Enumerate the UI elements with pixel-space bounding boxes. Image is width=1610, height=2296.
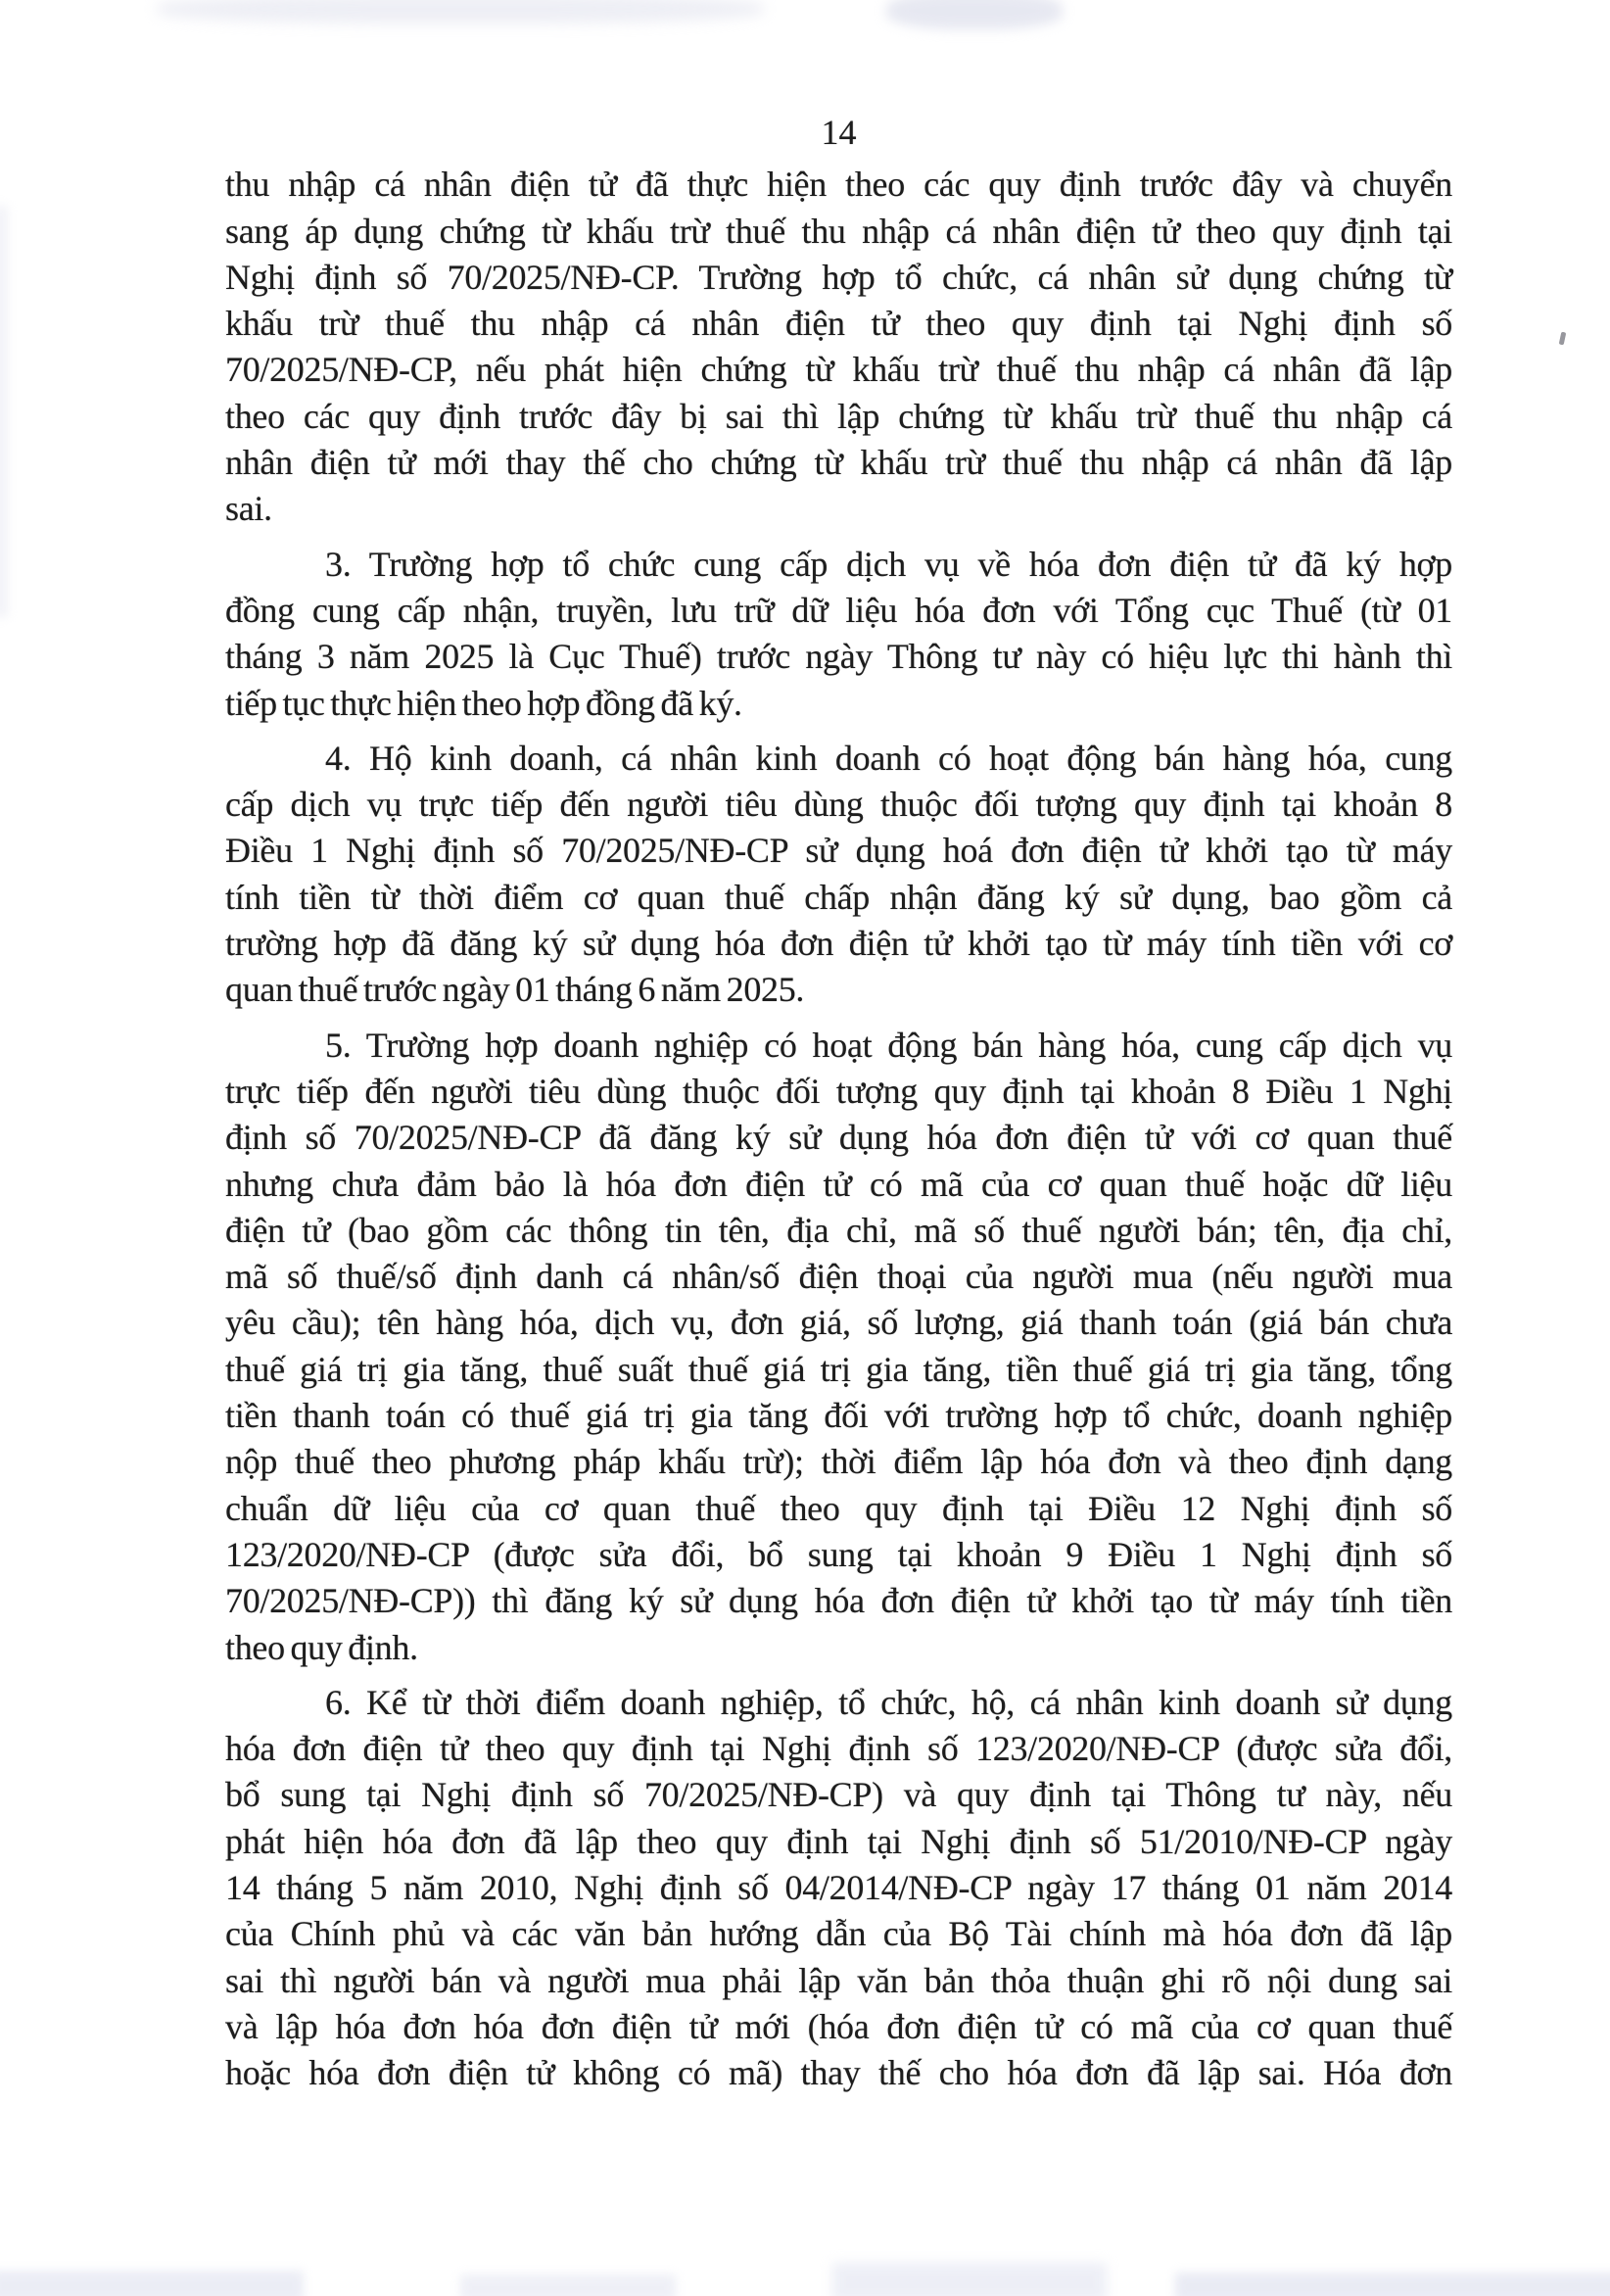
scan-smudge-bottom-icon — [832, 2263, 1107, 2296]
text-line: mã số thuế/số định danh cá nhân/số điện thoại của người mua (nếu người mua — [225, 1257, 1452, 1297]
text-line: 123/2020/NĐ-CP (được sửa đổi, bổ sung tại khoản 9 Điều 1 Nghị định số — [225, 1534, 1452, 1574]
text-line: sai. — [225, 489, 272, 529]
text-line: sai thì người bán và người mua phải lập văn bản thỏa thuận ghi rõ nội dung sai — [225, 1960, 1452, 2000]
paragraph — [225, 1023, 1452, 1671]
text-line: 70/2025/NĐ-CP)) thì đăng ký sử dụng hóa đơn điện tử khởi tạo từ máy tính tiền — [225, 1581, 1452, 1621]
text-line: theo quy định. — [225, 1627, 418, 1667]
text-line: 70/2025/NĐ-CP, nếu phát hiện chứng từ khấu trừ thuế thu nhập cá nhân đã lập — [225, 350, 1452, 390]
text-line: thu nhập cá nhân điện tử đã thực hiện theo các quy định trước đây và chuyển — [225, 165, 1452, 205]
scan-smudge-top-icon — [157, 0, 764, 24]
text-line: phát hiện hóa đơn đã lập theo quy định tại Nghị định số 51/2010/NĐ-CP ngày — [225, 1821, 1452, 1861]
text-line: 5. Trường hợp doanh nghiệp có hoạt động bán hàng hóa, cung cấp dịch vụ — [325, 1025, 1452, 1065]
scan-smudge-bottom-icon — [0, 2271, 304, 2296]
text-line: Điều 1 Nghị định số 70/2025/NĐ-CP sử dụng hoá đơn điện tử khởi tạo từ máy — [225, 831, 1452, 871]
text-line: cấp dịch vụ trực tiếp đến người tiêu dùng thuộc đối tượng quy định tại khoản 8 — [225, 785, 1452, 825]
text-line: sang áp dụng chứng từ khấu trừ thuế thu nhập cá nhân điện tử theo quy định tại — [225, 211, 1452, 251]
text-line: tính tiền từ thời điểm cơ quan thuế chấp nhận đăng ký sử dụng, bao gồm cả — [225, 877, 1452, 917]
text-line: 14 tháng 5 năm 2010, Nghị định số 04/2014/NĐ-CP ngày 17 tháng 01 năm 2014 — [225, 1867, 1452, 1907]
text-line: thuế giá trị gia tăng, thuế suất thuế giá trị gia tăng, tiền thuế giá trị gia tăng, tổng — [225, 1349, 1452, 1389]
text-line: định số 70/2025/NĐ-CP đã đăng ký sử dụng hóa đơn điện tử với cơ quan thuế — [225, 1118, 1452, 1158]
text-line: điện tử (bao gồm các thông tin tên, địa chỉ, mã số thuế người bán; tên, địa chỉ, — [225, 1210, 1452, 1250]
paragraph — [225, 162, 1452, 532]
paragraph — [225, 1680, 1452, 2097]
text-line: tiền thanh toán có thuế giá trị gia tăng đối với trường hợp tổ chức, doanh nghiệp — [225, 1396, 1452, 1436]
text-line: nhân điện tử mới thay thế cho chứng từ khấu trừ thuế thu nhập cá nhân đã lập — [225, 443, 1452, 483]
text-line: quan thuế trước ngày 01 tháng 6 năm 2025. — [225, 970, 805, 1010]
ink-speck-icon — [1559, 332, 1567, 346]
text-line: đồng cung cấp nhận, truyền, lưu trữ dữ liệu hóa đơn với Tổng cục Thuế (từ 01 — [225, 590, 1452, 630]
text-line: nhưng chưa đảm bảo là hóa đơn điện tử có mã của cơ quan thuế hoặc dữ liệu — [225, 1164, 1452, 1204]
paragraph — [225, 736, 1452, 1014]
text-line: của Chính phủ và các văn bản hướng dẫn của Bộ Tài chính mà hóa đơn đã lập — [225, 1914, 1452, 1954]
paragraph — [225, 542, 1452, 727]
text-line: theo các quy định trước đây bị sai thì lập chứng từ khấu trừ thuế thu nhập cá — [225, 396, 1452, 436]
scan-smudge-bottom-icon — [460, 2274, 676, 2296]
text-line: tháng 3 năm 2025 là Cục Thuế) trước ngày Thông tư này có hiệu lực thi hành thì — [225, 637, 1452, 677]
scan-smudge-bottom-icon — [1175, 2272, 1610, 2296]
text-line: 3. Trường hợp tổ chức cung cấp dịch vụ về hóa đơn điện tử đã ký hợp — [325, 544, 1452, 584]
text-line: khấu trừ thuế thu nhập cá nhân điện tử theo quy định tại Nghị định số — [225, 304, 1452, 344]
scan-smudge-top-icon — [886, 0, 1063, 29]
text-line: bổ sung tại Nghị định số 70/2025/NĐ-CP) và quy định tại Thông tư này, nếu — [225, 1775, 1452, 1815]
text-line: và lập hóa đơn hóa đơn điện tử mới (hóa đơn điện tử có mã của cơ quan thuế — [225, 2006, 1452, 2046]
text-line: yêu cầu); tên hàng hóa, dịch vụ, đơn giá, số lượng, giá thanh toán (giá bán chưa — [225, 1303, 1452, 1343]
text-line: nộp thuế theo phương pháp khấu trừ); thời điểm lập hóa đơn và theo định dạng — [225, 1442, 1452, 1482]
text-block — [225, 110, 1452, 2096]
text-line: chuẩn dữ liệu của cơ quan thuế theo quy định tại Điều 12 Nghị định số — [225, 1488, 1452, 1528]
scan-smudge-left-icon — [0, 206, 8, 617]
text-line: hóa đơn điện tử theo quy định tại Nghị định số 123/2020/NĐ-CP (được sửa đổi, — [225, 1729, 1452, 1769]
text-line: trường hợp đã đăng ký sử dụng hóa đơn điện tử khởi tạo từ máy tính tiền với cơ — [225, 924, 1452, 964]
text-line: hoặc hóa đơn điện tử không có mã) thay thế cho hóa đơn đã lập sai. Hóa đơn — [225, 2053, 1452, 2093]
text-line: tiếp tục thực hiện theo hợp đồng đã ký. — [225, 683, 742, 723]
text-line: Nghị định số 70/2025/NĐ-CP. Trường hợp tổ chức, cá nhân sử dụng chứng từ — [225, 257, 1452, 297]
page-number: 14 — [821, 113, 857, 152]
text-line: trực tiếp đến người tiêu dùng thuộc đối tượng quy định tại khoản 8 Điều 1 Nghị — [225, 1071, 1452, 1111]
text-line: 6. Kể từ thời điểm doanh nghiệp, tổ chức, hộ, cá nhân kinh doanh sử dụng — [325, 1682, 1452, 1722]
text-line: 4. Hộ kinh doanh, cá nhân kinh doanh có hoạt động bán hàng hóa, cung — [325, 738, 1452, 778]
